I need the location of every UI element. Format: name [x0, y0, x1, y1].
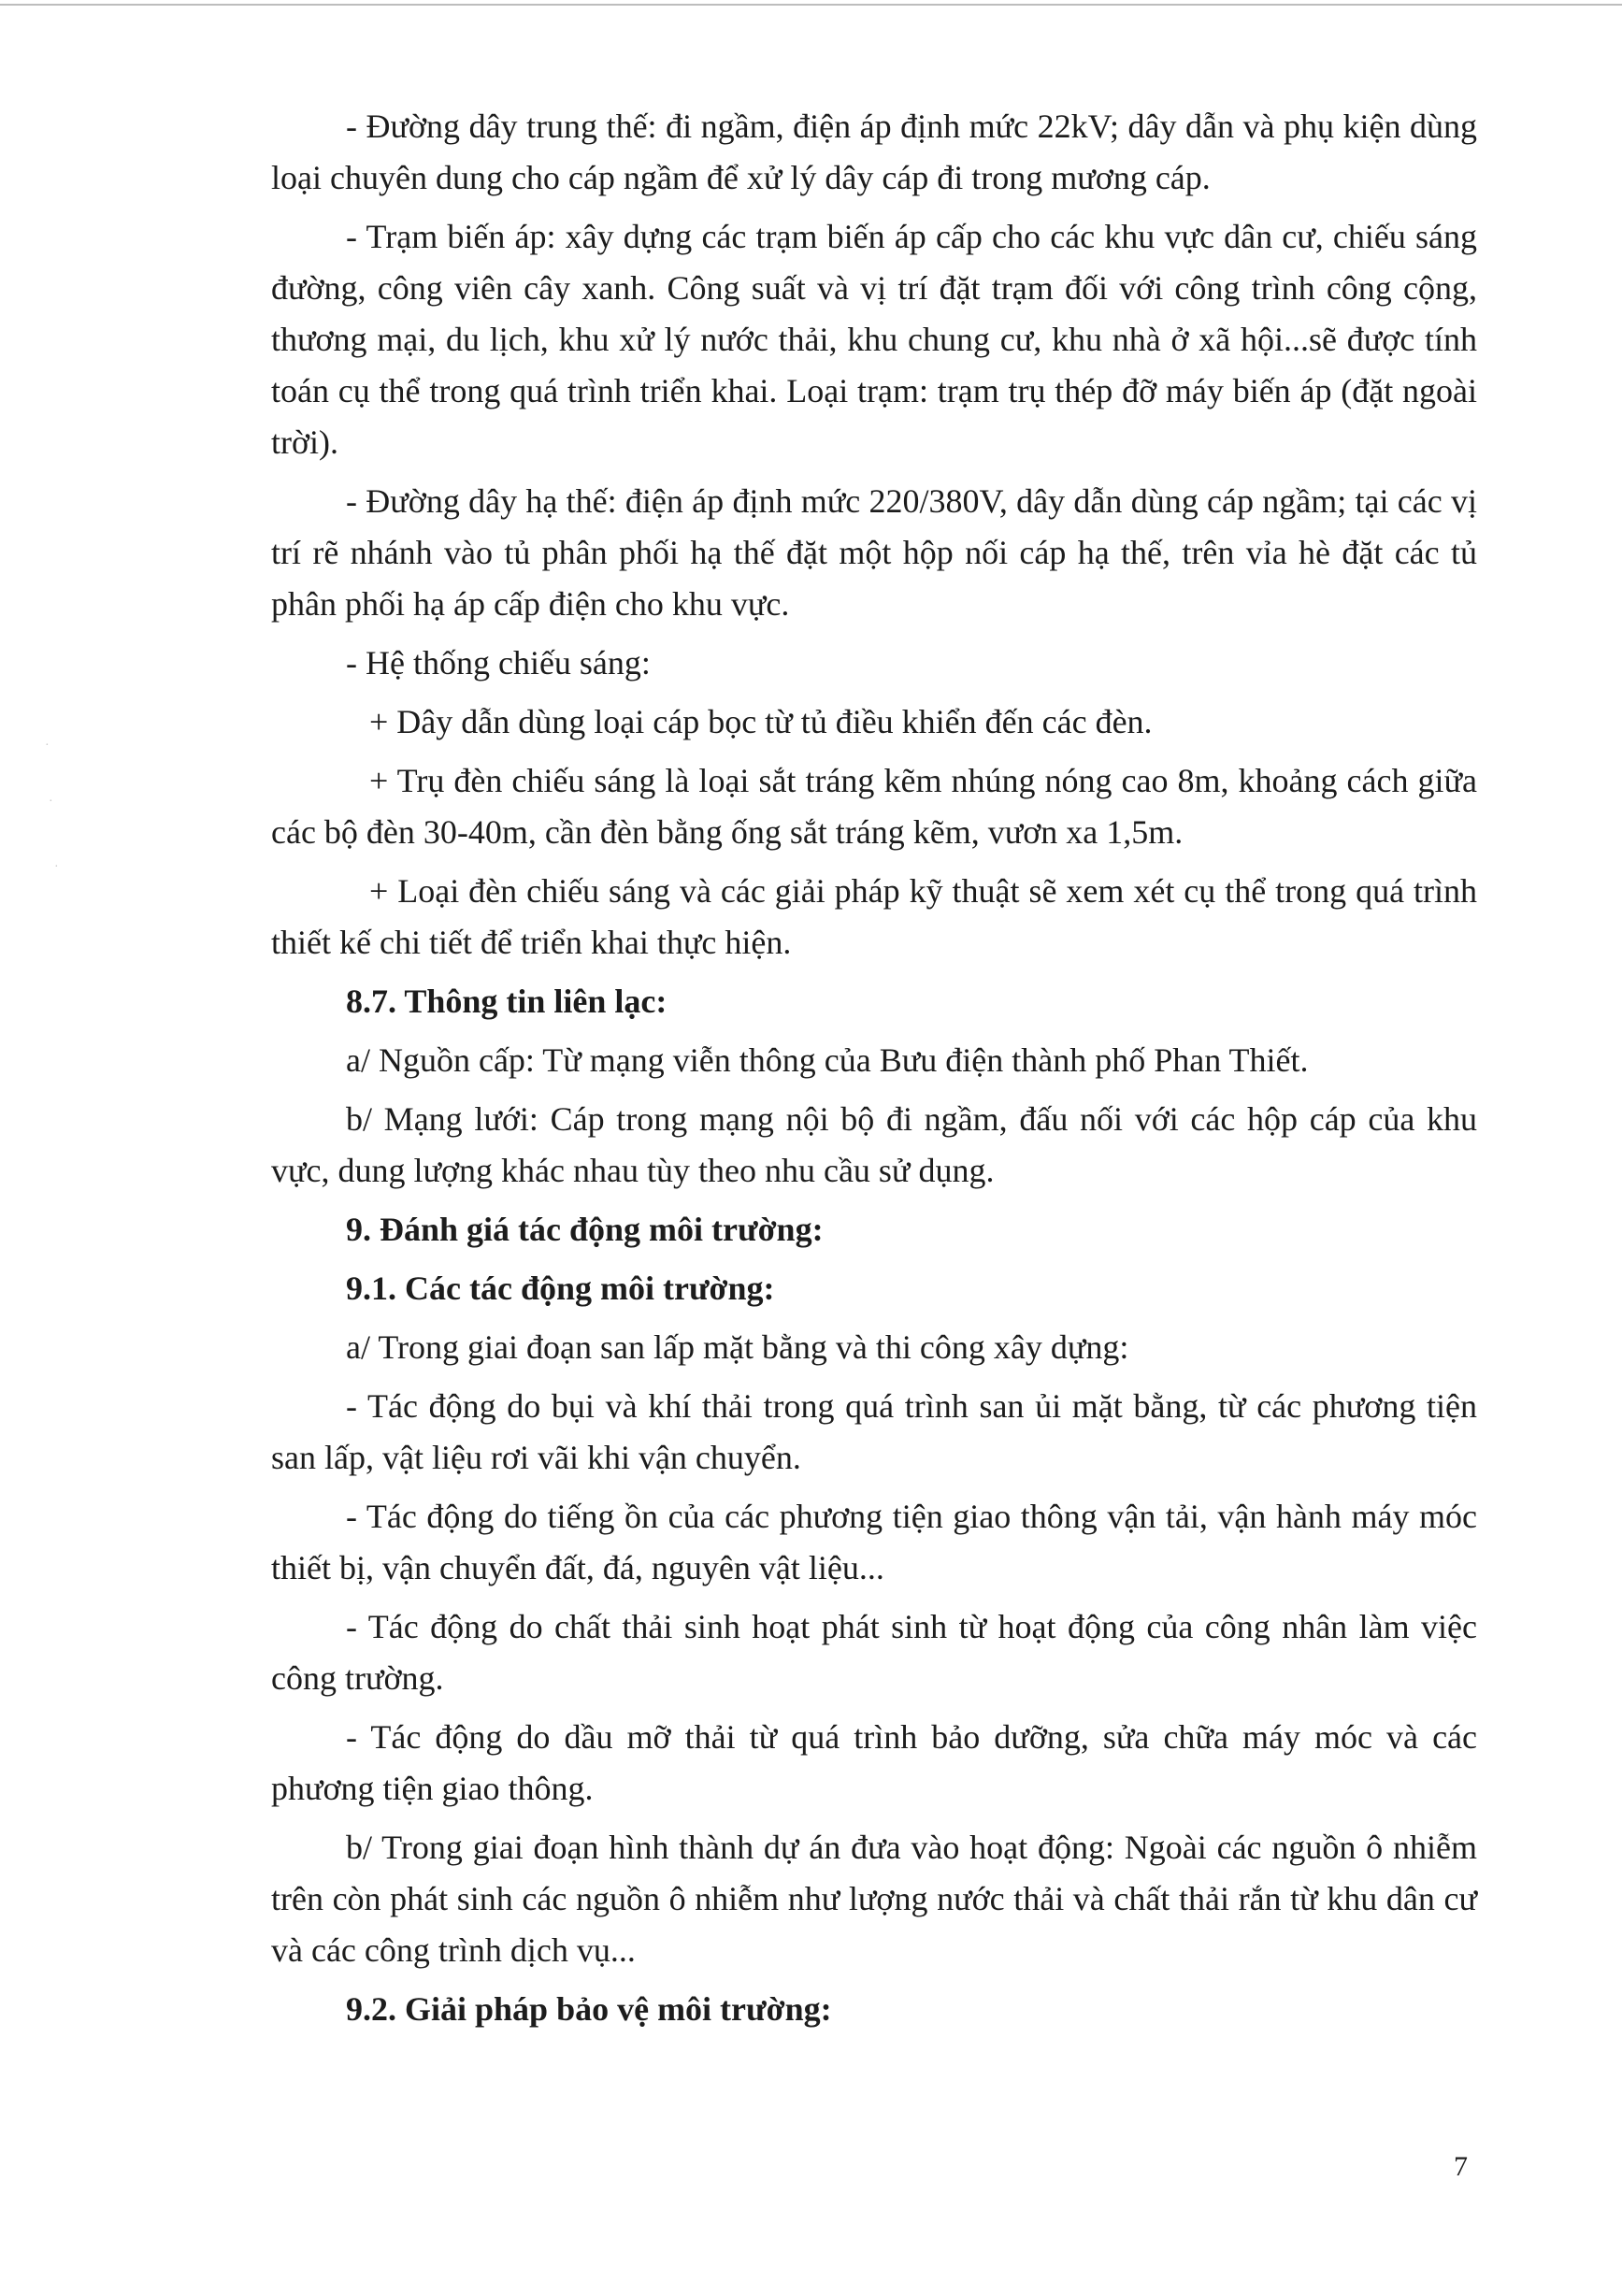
scan-speck: · — [45, 739, 50, 753]
scan-speck: · — [49, 795, 53, 809]
paragraph-dust-impact: - Tác động do bụi và khí thải trong quá trình san ủi mặt bằng, từ các phương tiện san lấp, vật liệu rơi vãi khi vận chuyển. — [271, 1387, 1477, 1476]
heading-environmental-assessment: 9. Đánh giá tác động môi trường: — [346, 1211, 824, 1248]
page-number: 7 — [1454, 2151, 1468, 2182]
paragraph-operation-phase: b/ Trong giai đoạn hình thành dự án đưa vào hoạt động: Ngoài các nguồn ô nhiễm trên còn phát sinh các nguồn ô nhiễm như lượng nước thải và chất thải rắn từ khu dân cư và các công trình dịch vụ... — [271, 1829, 1477, 1969]
heading-environmental-impacts: 9.1. Các tác động môi trường: — [346, 1270, 775, 1307]
paragraph-transformer-station: - Trạm biến áp: xây dựng các trạm biến áp cấp cho các khu vực dân cư, chiếu sáng đường, công viên cây xanh. Công suất và vị trí đặt trạm đối với công trình công cộng, thương mại, du lịch, khu xử lý nước thải, khu chung cư, khu nhà ở xã hội...sẽ được tính toán cụ thể trong quá trình triển khai. Loại trạm: trạm trụ thép đỡ máy biến áp (đặt ngoài trời). — [271, 218, 1477, 461]
paragraph-noise-impact: - Tác động do tiếng ồn của các phương tiện giao thông vận tải, vận hành máy móc thiết bị, vận chuyển đất, đá, nguyên vật liệu... — [271, 1498, 1477, 1586]
paragraph-lighting-cable: + Dây dẫn dùng loại cáp bọc từ tủ điều khiển đến các đèn. — [369, 703, 1153, 740]
scan-top-edge — [0, 4, 1622, 6]
heading-communications: 8.7. Thông tin liên lạc: — [346, 983, 667, 1020]
scan-speck: · — [54, 860, 59, 874]
heading-environmental-protection: 9.2. Giải pháp bảo vệ môi trường: — [346, 1990, 832, 2028]
paragraph-supply-source: a/ Nguồn cấp: Từ mạng viễn thông của Bưu điện thành phố Phan Thiết. — [346, 1041, 1309, 1079]
paragraph-network: b/ Mạng lưới: Cáp trong mạng nội bộ đi ngầm, đấu nối với các hộp cáp của khu vực, dung lượng khác nhau tùy theo nhu cầu sử dụng. — [271, 1100, 1477, 1189]
paragraph-low-voltage-line: - Đường dây hạ thế: điện áp định mức 220/380V, dây dẫn dùng cáp ngầm; tại các vị trí rẽ nhánh vào tủ phân phối hạ thế đặt một hộp nối cáp hạ thế, trên vỉa hè đặt các tủ phân phối hạ áp cấp điện cho khu vực. — [271, 482, 1477, 623]
paragraph-lighting-poles: + Trụ đèn chiếu sáng là loại sắt tráng kẽm nhúng nóng cao 8m, khoảng cách giữa các bộ đèn 30-40m, cần đèn bằng ống sắt tráng kẽm, vươn xa 1,5m. — [271, 762, 1477, 851]
paragraph-domestic-waste-impact: - Tác động do chất thải sinh hoạt phát sinh từ hoạt động của công nhân làm việc công trường. — [271, 1608, 1477, 1697]
paragraph-lighting-system: - Hệ thống chiếu sáng: — [346, 644, 651, 682]
paragraph-oil-waste-impact: - Tác động do dầu mỡ thải từ quá trình bảo dưỡng, sửa chữa máy móc và các phương tiện giao thông. — [271, 1718, 1477, 1807]
paragraph-lighting-types: + Loại đèn chiếu sáng và các giải pháp kỹ thuật sẽ xem xét cụ thể trong quá trình thiết kế chi tiết để triển khai thực hiện. — [271, 872, 1477, 961]
document-page — [271, 101, 1477, 2043]
paragraph-medium-voltage-line: - Đường dây trung thế: đi ngầm, điện áp định mức 22kV; dây dẫn và phụ kiện dùng loại chuyên dung cho cáp ngầm để xử lý dây cáp đi trong mương cáp. — [271, 108, 1477, 196]
paragraph-construction-phase: a/ Trong giai đoạn san lấp mặt bằng và thi công xây dựng: — [346, 1328, 1129, 1366]
